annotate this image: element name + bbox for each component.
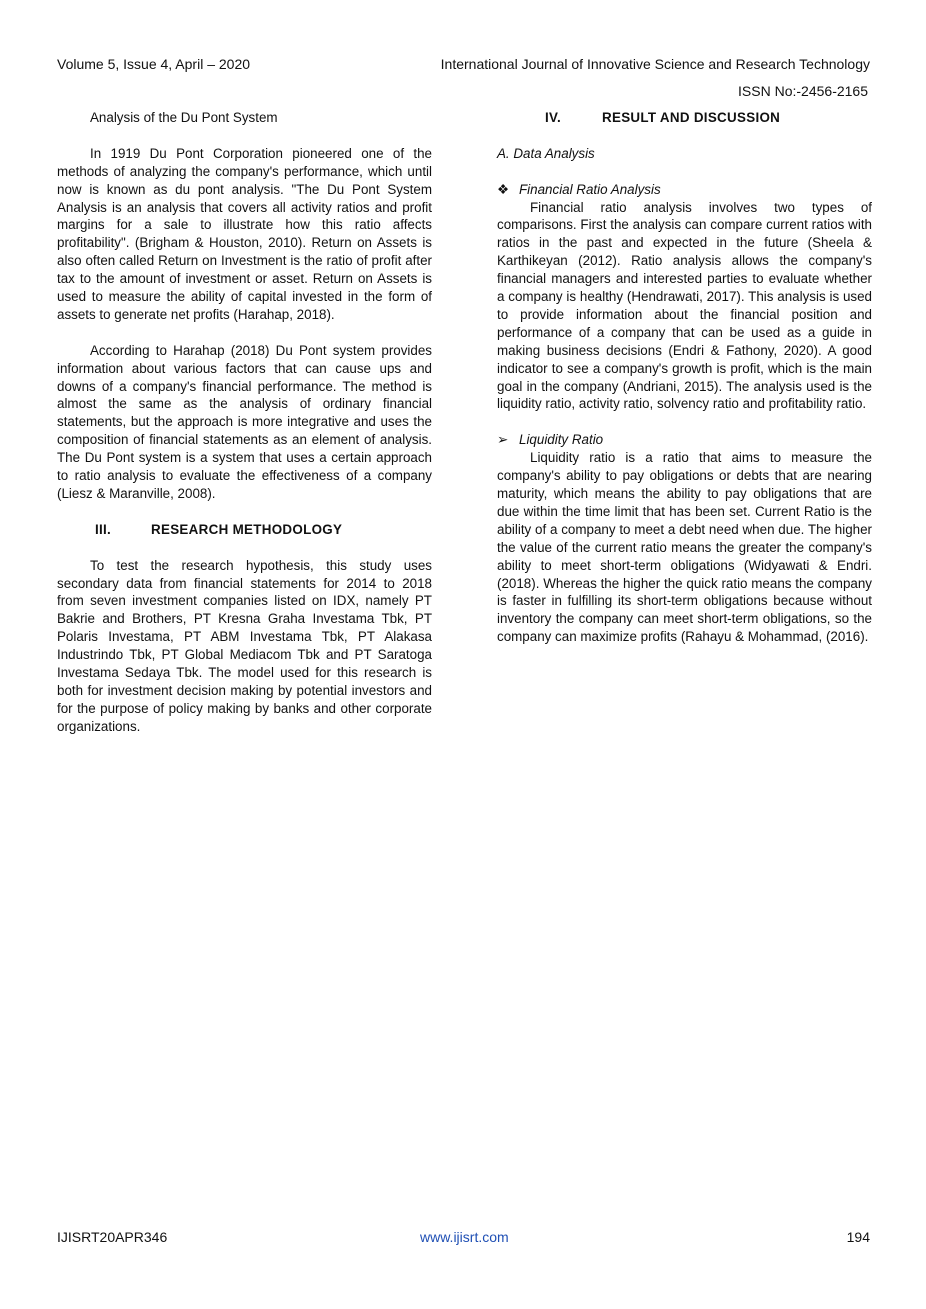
subsection-a-heading: A. Data Analysis: [497, 145, 595, 161]
footer-page-number: 194: [846, 1229, 870, 1245]
section-3-heading: [57, 521, 432, 539]
section-3-number: III.: [95, 521, 112, 537]
liquidity-ratio-paragraph: Liquidity ratio is a ratio that aims to measure the company's ability to pay obligations or debts that are nearing maturity, which means the ability to pay obligations that are due within the time limit that has been set. Current Ratio is the ability of a company to meet a debt need when due. The higher the value of the current ratio means the greater the company's ability to meet short-term obligations (Widyawati & Endri. (2018). Whereas the higher the quick ratio means the company is faster in fulfilling its short-term obligations because without inventory the company can meet short-term obligations, so the company can maximize profits (Rahayu & Mohammad, (2016).: [497, 450, 872, 645]
header-volume-issue: Volume 5, Issue 4, April – 2020: [57, 56, 251, 72]
methodology-paragraph: To test the research hypothesis, this study uses secondary data from financial statements for 2014 to 2018 from seven investment companies listed on IDX, namely PT Bakrie and Brothers, PT Kresna Graha Investama Tbk, PT Polaris Investama, PT ABM Investama Tbk, PT Alakasa Industrindo Tbk, PT Global Mediacom Tbk and PT Saratoga Investama Sedaya Tbk. The model used for this research is both for investment decision making by potential investors and for the purpose of policy making by banks and other corporate organizations.: [57, 557, 432, 734]
section-4-heading: [497, 109, 872, 127]
diamond-bullet-icon: ❖: [497, 181, 510, 197]
section-4-title: RESULT AND DISCUSSION: [602, 110, 781, 125]
liquidity-ratio-heading: [497, 431, 872, 449]
left-column: [57, 109, 432, 736]
dupont-paragraph-2: According to Harahap (2018) Du Pont system provides information about various factors that can cause ups and downs of a company's financial performance. The method is almost the same as the analysis of ordinary financial statements, but the approach is more integrative and uses the composition of financial statements as an element of analysis. The Du Pont system is a system that uses a certain approach to ratio analysis to evaluate the effectiveness of a company (Liesz & Maranville, 2008).: [57, 342, 432, 501]
financial-ratio-analysis-paragraph: Financial ratio analysis involves two types of comparisons. First the analysis can compare current ratios with ratios in the past and expected in the future (Sheela & Karthikeyan (2012). Ratio analysis allows the company's financial managers and interested parties to evaluate whether a company is healthy (Hendrawati, 2017). This analysis is used to provide information about the financial position and performance of a company that can be used as a guide in making business decisions (Endri & Fathony, 2020). A good indicator to see a company's growth is profit, which is the main goal in the company (Andriani, 2015). The analysis used is the liquidity ratio, activity ratio, solvency ratio and profitability ratio.: [497, 199, 872, 412]
financial-ratio-analysis-label: Financial Ratio Analysis: [519, 181, 661, 197]
dupont-paragraph-1: In 1919 Du Pont Corporation pioneered one of the methods of analyzing the company's performance, which until now is known as du pont analysis. "The Du Pont System Analysis is an analysis that covers all activity ratios and profit margins for a sale to illustrate how this ratio affects profitability". (Brigham & Houston, 2010). Return on Assets is also often called Return on Investment is the ratio of profit after tax to the amount of investment or asset. Return on Assets is used to measure the ability of capital invested in the form of assets to generate net profits (Harahap, 2018).: [57, 145, 432, 322]
footer-website-link[interactable]: www.ijisrt.com: [420, 1229, 509, 1245]
section-4-number: IV.: [545, 110, 562, 125]
footer-paper-id: IJISRT20APR346: [57, 1229, 168, 1245]
arrow-bullet-icon: ➢: [497, 432, 509, 448]
section-3-title: RESEARCH METHODOLOGY: [151, 521, 343, 537]
dupont-title: Analysis of the Du Pont System: [90, 110, 278, 125]
header-issn: ISSN No:-2456-2165: [738, 83, 868, 99]
header-journal-title: International Journal of Innovative Science and Research Technology: [440, 56, 870, 72]
right-column: [497, 109, 872, 646]
liquidity-ratio-label: Liquidity Ratio: [519, 432, 604, 448]
financial-ratio-analysis-heading: [497, 181, 872, 199]
